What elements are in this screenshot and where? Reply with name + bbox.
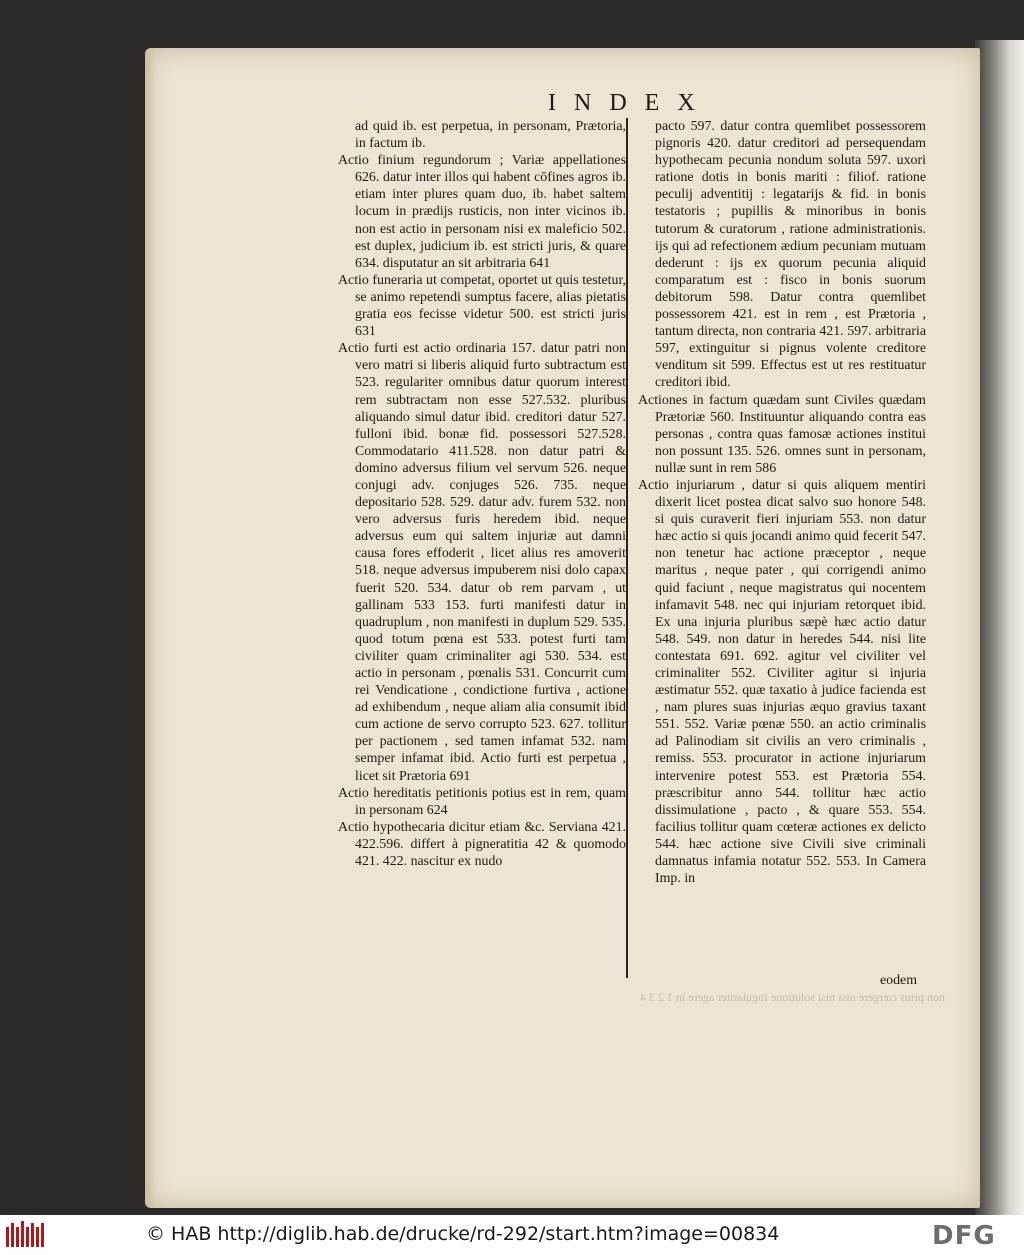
book-gutter (975, 40, 1024, 1215)
index-entry: Actio furti est actio ordinaria 157. datur patri non vero matri si liberis aliquid furto subtractum est 523. regulariter omnibus datur quorum interest rem subtractam non esse 527.532. pluribus aliquando simul datur ibid. creditori datur 527. fulloni ibid. bonæ fid. possessori 527.528. Commodatario 411.528. non datur patri & domino adversus filium vel servum 526. neque conjugi adv. conjuges 526. 735. neque depositario 528. 529. datur adv. furem 532. non vero adversus furis heredem ibid. neque adversus eum qui saltem injuriæ aut damni causa fores effoderit , licet alius res amoverit 518. neque adversus impuberem nisi dolo capax fuerit 520. 534. datur ob rem parvam , ut gallinam 533 153. furti manifesti datur in quadruplum , non manifesti in duplum 529. 535. quod totum pœna est 533. potest furti tam civiliter quam criminaliter agi 530. 534. est actio in personam , pœnalis 531. Concurrit cum rei Vendicatione , condictione furtiva , actione ad exhibendum , neque aliam alia consumit ibid cum actione de servo corrupto 523. 627. tollitur per pactionem , sed tamen infamat 532. nam semper infamat ibid. Actio furti est perpetua , licet sit Prætoria 691 (338, 341, 626, 784)
page-edge (145, 48, 155, 1208)
index-entry: Actio injuriarum , datur si quis aliquem mentiri dixerit licet postea dicat salvo suo honore 548. si quis curaverit fieri injuriam 553. non datur hæc actio si quis jocandi animo quid fecerit 547. non tenetur hac actione præceptor , neque maritus , neque pater , qui corrigendi animo quid faciunt , neque magistratus qui nocentem infamavit 548. nec qui injuriam retorquet ibid. Ex una injuria pluribus sæpè hæc actio datur 548. 549. non datur in heredes 544. nisi lite contestata 691. 692. agitur vel civiliter vel criminaliter 552. Civiliter agitur si injuria æstimatur 552. quæ taxatio à judice facienda est , nam plures suas injurias æquo gravius taxant 551. 552. Variæ pœnæ 550. an actio criminalis ad Palinodiam sit civilis an vero criminalis , remiss. 553. procurator in actione injuriarum intervenire potest 553. est Prætoria 554. præscribitur anno 544. tollitur hæc actio dissimulatione , pacto , & quare 553. 554. facilius tollitur quam cœteræ actiones ex delicto 544. hæc actione sive Civili sive criminali damnatus infamia notatur 552. 553. In Camera Imp. in (638, 477, 926, 887)
page-header: INDEX (548, 90, 713, 116)
right-column (638, 118, 926, 887)
index-entry: Actio hereditatis petitionis potius est in rem, quam in personam 624 (338, 785, 626, 818)
footer-bar (0, 1215, 1024, 1255)
index-entry: Actio funeraria ut competat, oportet ut quis testetur, se animo repetendi sumptus facere, alias pietatis gratia eos fecisse videtur 500. est stricti juris 631 (338, 272, 626, 340)
index-entry: ad quid ib. est perpetua, in personam, Prætoria, in factum ib. (355, 119, 626, 152)
index-entry: pacto 597. datur contra quemlibet possessorem pignoris 420. datur creditori ad persequendam hypothecam pecunia nondum soluta 597. uxori ratione dotis in bonis mariti : filiof. ratione peculij adventitij : legatarijs & fid. in bonis testatoris ; pupillis & minoribus in bonis tutorum & curatorum , ratione administrationis. ijs qui ad refectionem ædium pecuniam mutuam dederunt : ijs ex quorum pecunia aliquid comparatum est : fisco in bonis suorum debitorum 598. Datur contra quemlibet possessorem 421. est in rem , est Prætoria , tantum directa, non contraria 421. 597. arbitraria 597, extinguitur si pignus volente creditore venditum sit 599. Effectus est ut res restituatur creditori ibid. (655, 119, 926, 391)
index-entry: Actio hypothecaria dicitur etiam &c. Serviana 421. 422.596. differt à pigneratitia 42 & quomodo 421. 422. nascitur ex nudo (338, 819, 626, 870)
catchword: eodem (880, 973, 918, 988)
hab-logo-icon (6, 1221, 48, 1249)
index-entry: Actio finium regundorum ; Variæ appellationes 626. datur inter illos qui habent cōfines agros ib. etiam inter plures quam duo, ib. habet saltem locum in prædijs rusticis, non inter vicinos ib. non est actio in personam nisi ex maleficio 502. est duplex, judicium ib. est stricti juris, & quare 634. disputatur an sit arbitraria 641 (338, 153, 626, 271)
column-divider (626, 118, 628, 978)
copyright-text[interactable]: © HAB http://diglib.hab.de/drucke/rd-292/start.htm?image=00834 (146, 1223, 780, 1245)
dfg-logo: DFG (932, 1221, 996, 1251)
left-column (338, 118, 626, 870)
bleed-through-text: non prius cœrgere nisi nisi solutione Ingulariter agere in 1 2 3 4 (640, 990, 946, 1004)
index-entry: Actiones in factum quædam sunt Civiles quædam Prætoriæ 560. Instituuntur aliquando contra eas personas , contra quas famosæ actiones institui non possunt 135. 526. omnes sunt in personam, nullæ sunt in rem 586 (638, 392, 926, 476)
